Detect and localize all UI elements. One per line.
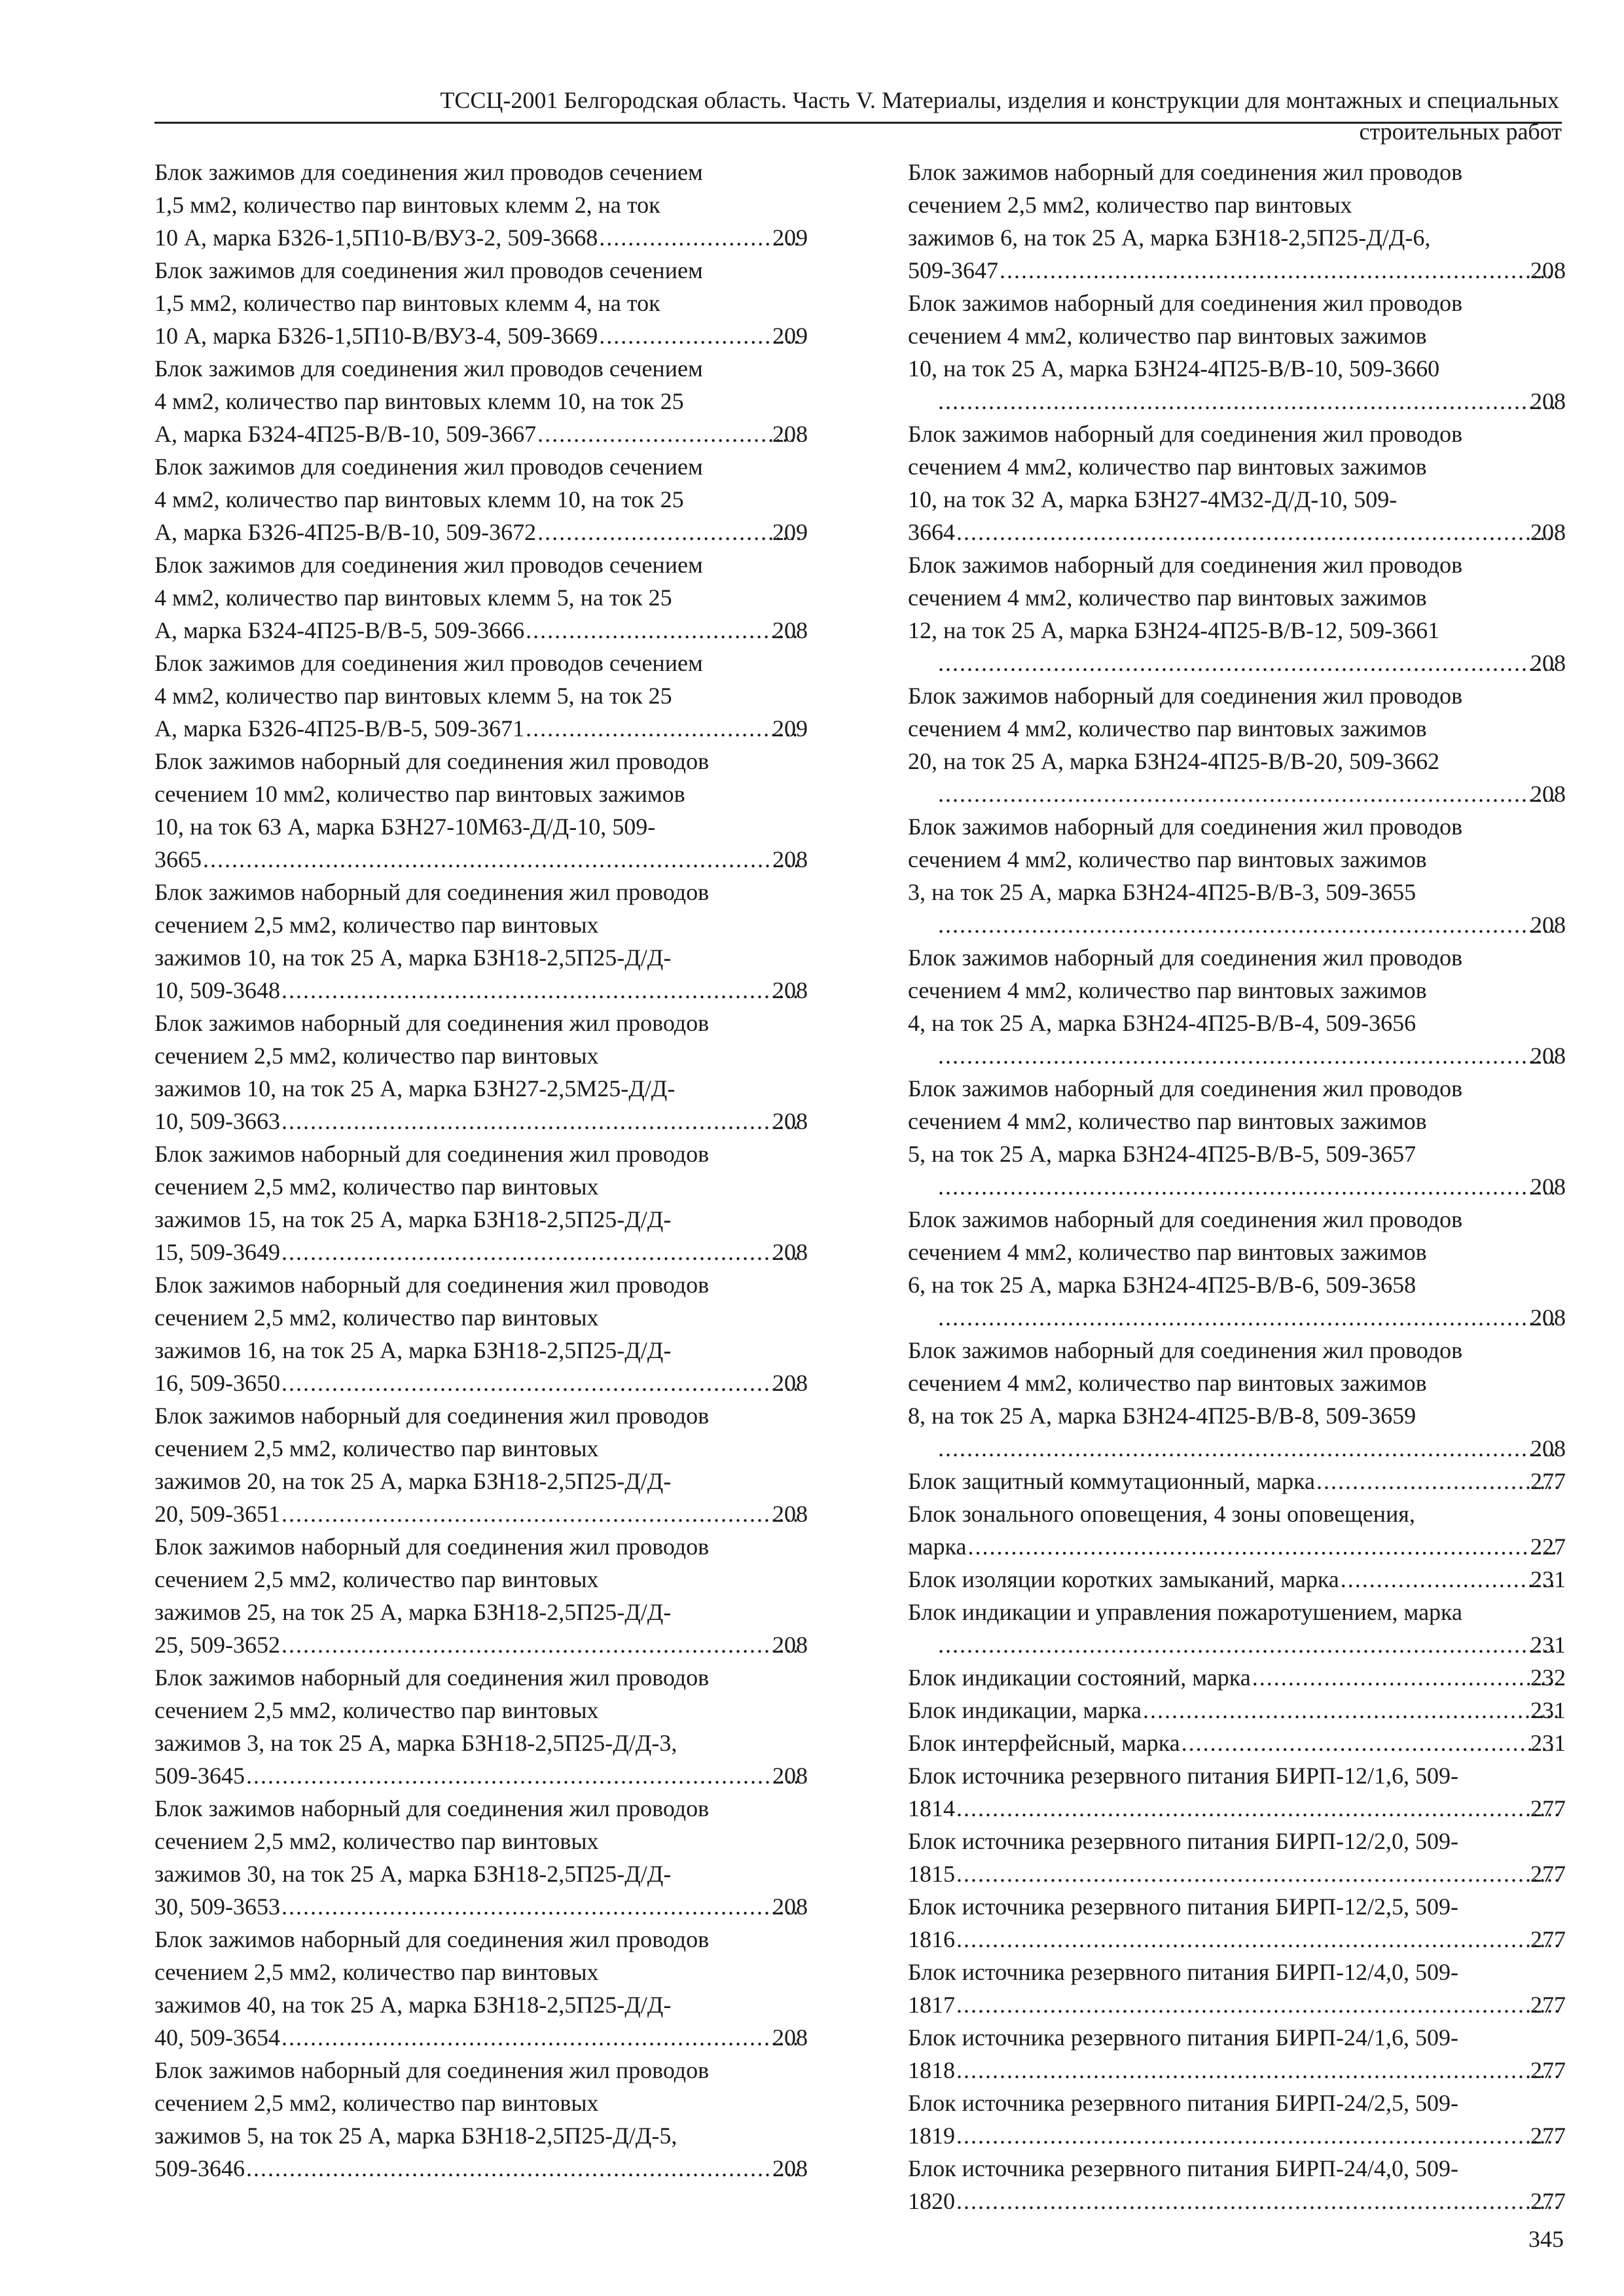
entry-text-line: Блок зажимов для соединения жил проводов сечением — [154, 454, 703, 480]
entry-leader-line — [154, 418, 808, 450]
entry-text-line: А, марка БЗ26-4П25-В/В-10, 509-3672 — [154, 519, 537, 545]
dot-leader — [526, 712, 800, 745]
entry-text-line: Блок зажимов наборный для соединения жил проводов — [908, 1206, 1463, 1232]
entry-leader-line — [937, 1301, 1566, 1334]
entry-text-line: 5, на ток 25 А, марка БЗН24-4П25-В/В-5, 509-3657 — [908, 1141, 1416, 1167]
entry-text-line: Блок зажимов наборный для соединения жил проводов — [908, 814, 1463, 840]
index-entry — [154, 1530, 808, 1661]
entry-text-line: зажимов 10, на ток 25 А, марка БЗН18-2,5П25-Д/Д- — [154, 944, 672, 971]
entry-text-line: Блок источника резервного питания БИРП-12/2,5, 509- — [908, 1893, 1458, 1920]
entry-text-line: зажимов 3, на ток 25 А, марка БЗН18-2,5П25-Д/Д-3, — [154, 1730, 677, 1756]
entry-text-line: Блок зажимов наборный для соединения жил проводов — [908, 159, 1463, 185]
index-entry — [908, 548, 1566, 679]
entry-page-ref: 208 — [1530, 912, 1566, 938]
entry-page-ref: 231 — [1530, 1632, 1566, 1658]
entry-text-line: 1819 — [908, 2123, 955, 2149]
entry-page-ref: 208 — [1530, 1174, 1566, 1200]
entry-text-line: Блок источника резервного питания БИРП-12/1,6, 509- — [908, 1763, 1458, 1789]
entry-leader-line — [154, 516, 808, 548]
entry-text-line: 509-3645 — [154, 1763, 245, 1789]
entry-leader-line — [154, 2021, 808, 2054]
dot-leader — [281, 1367, 800, 1399]
index-entry — [154, 156, 808, 254]
index-entry — [908, 1498, 1566, 1563]
entry-text-line: 4 мм2, количество пар винтовых клемм 5, на ток 25 — [154, 584, 672, 611]
index-entry — [908, 1203, 1566, 1334]
entry-text-line: Блок зажимов наборный для соединения жил проводов — [154, 748, 710, 774]
entry-text-line: Блок источника резервного питания БИРП-12/2,0, 509- — [908, 1828, 1458, 1854]
entry-leader-line — [908, 1988, 1566, 2021]
entry-leader-line — [908, 1694, 1566, 1727]
dot-leader — [938, 1170, 1558, 1203]
entry-leader-line — [908, 2054, 1566, 2087]
entry-leader-line — [154, 1105, 808, 1138]
dot-leader — [246, 1759, 800, 1792]
index-entry — [154, 745, 808, 876]
entry-page-ref: 277 — [1530, 2188, 1566, 2214]
dot-leader — [956, 1923, 1558, 1956]
entry-leader-line — [154, 614, 808, 647]
entry-page-ref: 277 — [1530, 1468, 1566, 1494]
index-entry — [154, 352, 808, 450]
entry-text-line: Блок зонального оповещения, 4 зоны оповещения, — [908, 1501, 1415, 1527]
entry-text-line: 1816 — [908, 1926, 955, 1952]
entry-text-line: Блок изоляции коротких замыканий, марка — [908, 1566, 1339, 1592]
entry-text-line: зажимов 25, на ток 25 А, марка БЗН18-2,5П25-Д/Д- — [154, 1599, 672, 1625]
entry-text-line: сечением 4 мм2, количество пар винтовых зажимов — [908, 1370, 1427, 1396]
entry-text-line: 25, 509-3652 — [154, 1632, 280, 1658]
dot-leader — [938, 647, 1558, 679]
entry-text-line: Блок зажимов для соединения жил проводов сечением — [154, 257, 703, 283]
dot-leader — [537, 516, 800, 548]
index-entry — [154, 1399, 808, 1530]
index-entry — [908, 1694, 1566, 1727]
entry-text-line: Блок зажимов наборный для соединения жил проводов — [154, 1926, 710, 1952]
entry-text-line: 10, 509-3663 — [154, 1108, 280, 1134]
entry-text-line: сечением 2,5 мм2, количество пар винтовых — [154, 1304, 599, 1331]
entry-leader-line — [908, 1465, 1566, 1498]
entry-page-ref: 208 — [772, 2155, 808, 2181]
entry-text-line: Блок зажимов наборный для соединения жил проводов — [908, 944, 1463, 971]
entry-text-line: Блок источника резервного питания БИРП-24/1,6, 509- — [908, 2024, 1458, 2051]
entry-leader-line — [154, 2152, 808, 2185]
dot-leader — [938, 778, 1558, 810]
entry-text-line: сечением 2,5 мм2, количество пар винтовых — [154, 1959, 599, 1985]
dot-leader — [938, 1039, 1558, 1072]
entry-page-ref: 208 — [1530, 257, 1566, 283]
index-entry — [908, 1334, 1566, 1465]
entry-page-ref: 231 — [1530, 1730, 1566, 1756]
entry-text-line: 20, 509-3651 — [154, 1501, 280, 1527]
entry-text-line: Блок зажимов наборный для соединения жил проводов — [154, 1010, 710, 1036]
index-entry — [908, 1890, 1566, 1956]
entry-leader-line — [908, 1563, 1566, 1596]
entry-page-ref: 208 — [772, 977, 808, 1003]
dot-leader — [281, 1105, 800, 1138]
entry-page-ref: 208 — [1530, 650, 1566, 676]
dot-leader — [956, 1857, 1558, 1890]
dot-leader — [956, 2054, 1558, 2087]
entry-leader-line — [937, 385, 1566, 418]
entry-page-ref: 208 — [772, 2024, 808, 2051]
dot-leader — [281, 1890, 800, 1923]
dot-leader — [281, 1236, 800, 1268]
dot-leader — [956, 1988, 1558, 2021]
dot-leader — [1341, 1563, 1558, 1596]
entry-text-line: Блок зажимов наборный для соединения жил проводов — [908, 683, 1463, 709]
dot-leader — [938, 385, 1558, 418]
index-entry — [154, 1792, 808, 1923]
entry-text-line: 6, на ток 25 А, марка БЗН24-4П25-В/В-6, 509-3658 — [908, 1272, 1416, 1298]
index-entry — [908, 941, 1566, 1072]
entry-page-ref: 208 — [1530, 1435, 1566, 1462]
entry-text-line: Блок источника резервного питания БИРП-24/2,5, 509- — [908, 2090, 1458, 2116]
entry-text-line: сечением 10 мм2, количество пар винтовых зажимов — [154, 781, 685, 807]
entry-page-ref: 208 — [772, 1632, 808, 1658]
entry-page-ref: 277 — [1530, 1926, 1566, 1952]
entry-text-line: сечением 2,5 мм2, количество пар винтовых — [154, 1174, 599, 1200]
entry-text-line: 3664 — [908, 519, 955, 545]
entry-text-line: Блок интерфейсный, марка — [908, 1730, 1180, 1756]
entry-text-line: Блок зажимов наборный для соединения жил проводов — [154, 1272, 710, 1298]
entry-leader-line — [908, 1857, 1566, 1890]
entry-text-line: сечением 4 мм2, количество пар винтовых зажимов — [908, 323, 1427, 349]
dot-leader — [281, 1498, 800, 1530]
entry-text-line: сечением 2,5 мм2, количество пар винтовых — [154, 1435, 599, 1462]
index-entry — [908, 1596, 1566, 1661]
entry-text-line: 10 А, марка БЗ26-1,5П10-В/ВУЗ-4, 509-3669 — [154, 323, 598, 349]
index-entry — [908, 1759, 1566, 1825]
entry-text-line: сечением 4 мм2, количество пар винтовых зажимов — [908, 1108, 1427, 1134]
entry-text-line: 1815 — [908, 1861, 955, 1887]
dot-leader — [967, 1530, 1558, 1563]
index-column-left — [154, 156, 808, 2185]
entry-leader-line — [154, 843, 808, 876]
index-entry — [908, 1563, 1566, 1596]
entry-text-line: зажимов 5, на ток 25 А, марка БЗН18-2,5П25-Д/Д-5, — [154, 2123, 677, 2149]
entry-leader-line — [154, 1367, 808, 1399]
entry-leader-line — [937, 1170, 1566, 1203]
entry-text-line: Блок зажимов наборный для соединения жил проводов — [908, 1075, 1463, 1102]
entry-text-line: Блок зажимов наборный для соединения жил проводов — [154, 879, 710, 905]
entry-text-line: 4 мм2, количество пар винтовых клемм 10, на ток 25 — [154, 486, 684, 512]
index-entry — [908, 1825, 1566, 1890]
entry-text-line: Блок зажимов наборный для соединения жил проводов — [154, 1141, 710, 1167]
entry-text-line: 30, 509-3653 — [154, 1893, 280, 1920]
entry-text-line: сечением 2,5 мм2, количество пар винтовых — [154, 1828, 599, 1854]
index-entry — [154, 548, 808, 647]
entry-text-line: Блок зажимов наборный для соединения жил проводов — [908, 552, 1463, 578]
entry-page-ref: 208 — [1530, 388, 1566, 414]
index-entry — [908, 2087, 1566, 2152]
entry-page-ref: 227 — [1530, 1534, 1566, 1560]
entry-page-ref: 208 — [772, 1370, 808, 1396]
entry-text-line: 1814 — [908, 1795, 955, 1821]
index-column-right — [908, 156, 1566, 2217]
entry-page-ref: 209 — [772, 224, 808, 251]
entry-text-line: зажимов 20, на ток 25 А, марка БЗН18-2,5П25-Д/Д- — [154, 1468, 672, 1494]
dot-leader — [1316, 1465, 1558, 1498]
entry-leader-line — [908, 254, 1566, 287]
page-number: 345 — [1528, 2226, 1564, 2252]
entry-page-ref: 209 — [772, 323, 808, 349]
entry-leader-line — [154, 319, 808, 352]
dot-leader — [599, 221, 800, 254]
entry-page-ref: 208 — [1530, 1043, 1566, 1069]
entry-leader-line — [937, 778, 1566, 810]
entry-text-line: Блок зажимов для соединения жил проводов сечением — [154, 552, 703, 578]
entry-leader-line — [908, 516, 1566, 548]
index-entry — [154, 647, 808, 745]
index-entry — [154, 876, 808, 1007]
entry-leader-line — [908, 1727, 1566, 1759]
entry-leader-line — [937, 647, 1566, 679]
dot-leader — [526, 614, 800, 647]
dot-leader — [938, 908, 1558, 941]
entry-text-line: марка — [908, 1534, 967, 1560]
entry-text-line: 509-3646 — [154, 2155, 245, 2181]
entry-text-line: Блок зажимов наборный для соединения жил проводов — [154, 1795, 710, 1821]
entry-text-line: 1820 — [908, 2188, 955, 2214]
entry-text-line: 10 А, марка БЗ26-1,5П10-В/ВУЗ-2, 509-3668 — [154, 224, 598, 251]
dot-leader — [1182, 1727, 1558, 1759]
entry-page-ref: 208 — [772, 617, 808, 643]
entry-page-ref: 277 — [1530, 2057, 1566, 2083]
dot-leader — [938, 1301, 1558, 1334]
entry-leader-line — [154, 712, 808, 745]
entry-text-line: 10, 509-3648 — [154, 977, 280, 1003]
entry-text-line: 4 мм2, количество пар винтовых клемм 5, на ток 25 — [154, 683, 672, 709]
entry-text-line: сечением 2,5 мм2, количество пар винтовых — [154, 2090, 599, 2116]
entry-text-line: сечением 4 мм2, количество пар винтовых зажимов — [908, 715, 1427, 742]
entry-text-line: зажимов 30, на ток 25 А, марка БЗН18-2,5П25-Д/Д- — [154, 1861, 672, 1887]
entry-text-line: сечением 4 мм2, количество пар винтовых зажимов — [908, 846, 1427, 872]
entry-text-line: зажимов 6, на ток 25 А, марка БЗН18-2,5П25-Д/Д-6, — [908, 224, 1431, 251]
entry-page-ref: 208 — [1530, 519, 1566, 545]
index-entry — [154, 1138, 808, 1268]
index-entry — [908, 287, 1566, 418]
entry-text-line: Блок индикации, марка — [908, 1697, 1142, 1723]
entry-text-line: Блок защитный коммутационный, марка — [908, 1468, 1315, 1494]
entry-page-ref: 231 — [1530, 1566, 1566, 1592]
entry-leader-line — [154, 1236, 808, 1268]
entry-page-ref: 208 — [772, 1763, 808, 1789]
entry-text-line: Блок зажимов наборный для соединения жил проводов — [908, 290, 1463, 316]
entry-text-line: Блок источника резервного питания БИРП-12/4,0, 509- — [908, 1959, 1458, 1985]
entry-page-ref: 277 — [1530, 1861, 1566, 1887]
entry-text-line: Блок зажимов для соединения жил проводов сечением — [154, 159, 703, 185]
entry-leader-line — [908, 2185, 1566, 2217]
entry-text-line: 10, на ток 32 А, марка БЗН27-4М32-Д/Д-10, 509- — [908, 486, 1398, 512]
entry-page-ref: 209 — [772, 715, 808, 742]
entry-page-ref: 277 — [1530, 1795, 1566, 1821]
entry-text-line: 1,5 мм2, количество пар винтовых клемм 2, на ток — [154, 192, 660, 218]
entry-text-line: 3, на ток 25 А, марка БЗН24-4П25-В/В-3, 509-3655 — [908, 879, 1416, 905]
entry-text-line: 1818 — [908, 2057, 955, 2083]
index-entry — [154, 2054, 808, 2185]
index-entry — [908, 679, 1566, 810]
entry-text-line: Блок зажимов наборный для соединения жил проводов — [908, 421, 1463, 447]
entry-page-ref: 208 — [772, 1893, 808, 1920]
entry-text-line: сечением 4 мм2, количество пар винтовых зажимов — [908, 977, 1427, 1003]
dot-leader — [956, 516, 1558, 548]
entry-text-line: А, марка БЗ24-4П25-В/В-10, 509-3667 — [154, 421, 537, 447]
dot-leader — [956, 2185, 1558, 2217]
header-title: ТССЦ-2001 Белгородская область. Часть V. Материалы, изделия и конструкции для монтажных и специальных — [440, 87, 1559, 113]
entry-text-line: Блок зажимов для соединения жил проводов сечением — [154, 355, 703, 382]
dot-leader — [599, 319, 800, 352]
dot-leader — [203, 843, 800, 876]
entry-text-line: сечением 4 мм2, количество пар винтовых зажимов — [908, 1239, 1427, 1265]
entry-leader-line — [154, 1759, 808, 1792]
entry-text-line: А, марка БЗ26-4П25-В/В-5, 509-3671 — [154, 715, 525, 742]
entry-text-line: 4, на ток 25 А, марка БЗН24-4П25-В/В-4, 509-3656 — [908, 1010, 1416, 1036]
index-entry — [154, 1923, 808, 2054]
index-entry — [908, 156, 1566, 287]
entry-text-line: 16, 509-3650 — [154, 1370, 280, 1396]
header-title-continued: строительных работ — [1359, 118, 1562, 145]
entry-leader-line — [154, 221, 808, 254]
entry-text-line: Блок зажимов наборный для соединения жил проводов — [154, 2057, 710, 2083]
entry-text-line: зажимов 40, на ток 25 А, марка БЗН18-2,5П25-Д/Д- — [154, 1992, 672, 2018]
index-entry — [908, 1465, 1566, 1498]
entry-text-line: А, марка БЗ24-4П25-В/В-5, 509-3666 — [154, 617, 525, 643]
entry-leader-line — [154, 1498, 808, 1530]
entry-page-ref: 208 — [772, 846, 808, 872]
entry-text-line: 3665 — [154, 846, 202, 872]
dot-leader — [956, 1792, 1558, 1825]
entry-text-line: сечением 2,5 мм2, количество пар винтовых — [908, 192, 1352, 218]
entry-text-line: 10, на ток 63 А, марка БЗН27-10М63-Д/Д-10, 509- — [154, 814, 656, 840]
entry-text-line: сечением 4 мм2, количество пар винтовых зажимов — [908, 454, 1427, 480]
entry-text-line: Блок зажимов наборный для соединения жил проводов — [154, 1403, 710, 1429]
entry-text-line: 4 мм2, количество пар винтовых клемм 10, на ток 25 — [154, 388, 684, 414]
entry-text-line: 20, на ток 25 А, марка БЗН24-4П25-В/В-20, 509-3662 — [908, 748, 1440, 774]
entry-text-line: Блок индикации состояний, марка — [908, 1664, 1251, 1691]
entry-text-line: Блок зажимов наборный для соединения жил проводов — [154, 1664, 710, 1691]
entry-page-ref: 277 — [1530, 2123, 1566, 2149]
entry-page-ref: 208 — [1530, 1304, 1566, 1331]
entry-leader-line — [908, 2119, 1566, 2152]
index-entry — [908, 418, 1566, 548]
entry-text-line: Блок индикации и управления пожаротушением, марка — [908, 1599, 1462, 1625]
index-entry — [908, 1072, 1566, 1203]
entry-leader-line — [154, 974, 808, 1007]
dot-leader — [246, 2152, 800, 2185]
dot-leader — [938, 1628, 1558, 1661]
index-entry — [908, 2152, 1566, 2217]
entry-text-line: зажимов 10, на ток 25 А, марка БЗН27-2,5М25-Д/Д- — [154, 1075, 676, 1102]
entry-text-line: Блок зажимов наборный для соединения жил проводов — [908, 1337, 1463, 1363]
entry-text-line: сечением 2,5 мм2, количество пар винтовых — [154, 1697, 599, 1723]
entry-leader-line — [937, 1628, 1566, 1661]
entry-text-line: 509-3647 — [908, 257, 998, 283]
index-entry — [908, 1661, 1566, 1694]
entry-leader-line — [154, 1890, 808, 1923]
entry-text-line: 8, на ток 25 А, марка БЗН24-4П25-В/В-8, 509-3659 — [908, 1403, 1416, 1429]
dot-leader — [281, 1628, 800, 1661]
entry-page-ref: 209 — [772, 519, 808, 545]
entry-text-line: сечением 2,5 мм2, количество пар винтовых — [154, 1043, 599, 1069]
dot-leader — [1000, 254, 1558, 287]
entry-text-line: 1817 — [908, 1992, 955, 2018]
entry-text-line: Блок источника резервного питания БИРП-24/4,0, 509- — [908, 2155, 1458, 2181]
entry-text-line: 12, на ток 25 А, марка БЗН24-4П25-В/В-12, 509-3661 — [908, 617, 1440, 643]
entry-text-line: зажимов 15, на ток 25 А, марка БЗН18-2,5П25-Д/Д- — [154, 1206, 672, 1232]
dot-leader — [281, 974, 800, 1007]
dot-leader — [938, 1432, 1558, 1465]
dot-leader — [956, 2119, 1558, 2152]
entry-text-line: 15, 509-3649 — [154, 1239, 280, 1265]
index-entry — [908, 1727, 1566, 1759]
dot-leader — [1143, 1694, 1558, 1727]
entry-page-ref: 277 — [1530, 1992, 1566, 2018]
index-entry — [154, 1268, 808, 1399]
entry-page-ref: 231 — [1530, 1697, 1566, 1723]
index-entry — [908, 1956, 1566, 2021]
dot-leader — [537, 418, 800, 450]
index-entry — [908, 810, 1566, 941]
entry-page-ref: 208 — [772, 421, 808, 447]
entry-leader-line — [908, 1661, 1566, 1694]
index-entry — [154, 450, 808, 548]
entry-leader-line — [154, 1628, 808, 1661]
entry-text-line: сечением 2,5 мм2, количество пар винтовых — [154, 912, 599, 938]
dot-leader — [1252, 1661, 1558, 1694]
entry-text-line: зажимов 16, на ток 25 А, марка БЗН18-2,5П25-Д/Д- — [154, 1337, 672, 1363]
entry-text-line: 1,5 мм2, количество пар винтовых клемм 4, на ток — [154, 290, 660, 316]
entry-leader-line — [937, 1432, 1566, 1465]
entry-leader-line — [937, 908, 1566, 941]
entry-page-ref: 208 — [772, 1501, 808, 1527]
dot-leader — [281, 2021, 800, 2054]
entry-page-ref: 232 — [1530, 1664, 1566, 1691]
entry-text-line: 40, 509-3654 — [154, 2024, 280, 2051]
entry-text-line: Блок зажимов наборный для соединения жил проводов — [154, 1534, 710, 1560]
entry-leader-line — [908, 1923, 1566, 1956]
entry-text-line: 10, на ток 25 А, марка БЗН24-4П25-В/В-10, 509-3660 — [908, 355, 1440, 382]
entry-text-line: сечением 4 мм2, количество пар винтовых зажимов — [908, 584, 1427, 611]
entry-leader-line — [908, 1530, 1566, 1563]
entry-leader-line — [937, 1039, 1566, 1072]
index-entry — [154, 1007, 808, 1138]
entry-text-line: сечением 2,5 мм2, количество пар винтовых — [154, 1566, 599, 1592]
entry-page-ref: 208 — [1530, 781, 1566, 807]
entry-leader-line — [908, 1792, 1566, 1825]
entry-page-ref: 208 — [772, 1108, 808, 1134]
entry-page-ref: 208 — [772, 1239, 808, 1265]
entry-text-line: Блок зажимов для соединения жил проводов сечением — [154, 650, 703, 676]
index-entry — [154, 1661, 808, 1792]
index-entry — [154, 254, 808, 352]
index-entry — [908, 2021, 1566, 2087]
